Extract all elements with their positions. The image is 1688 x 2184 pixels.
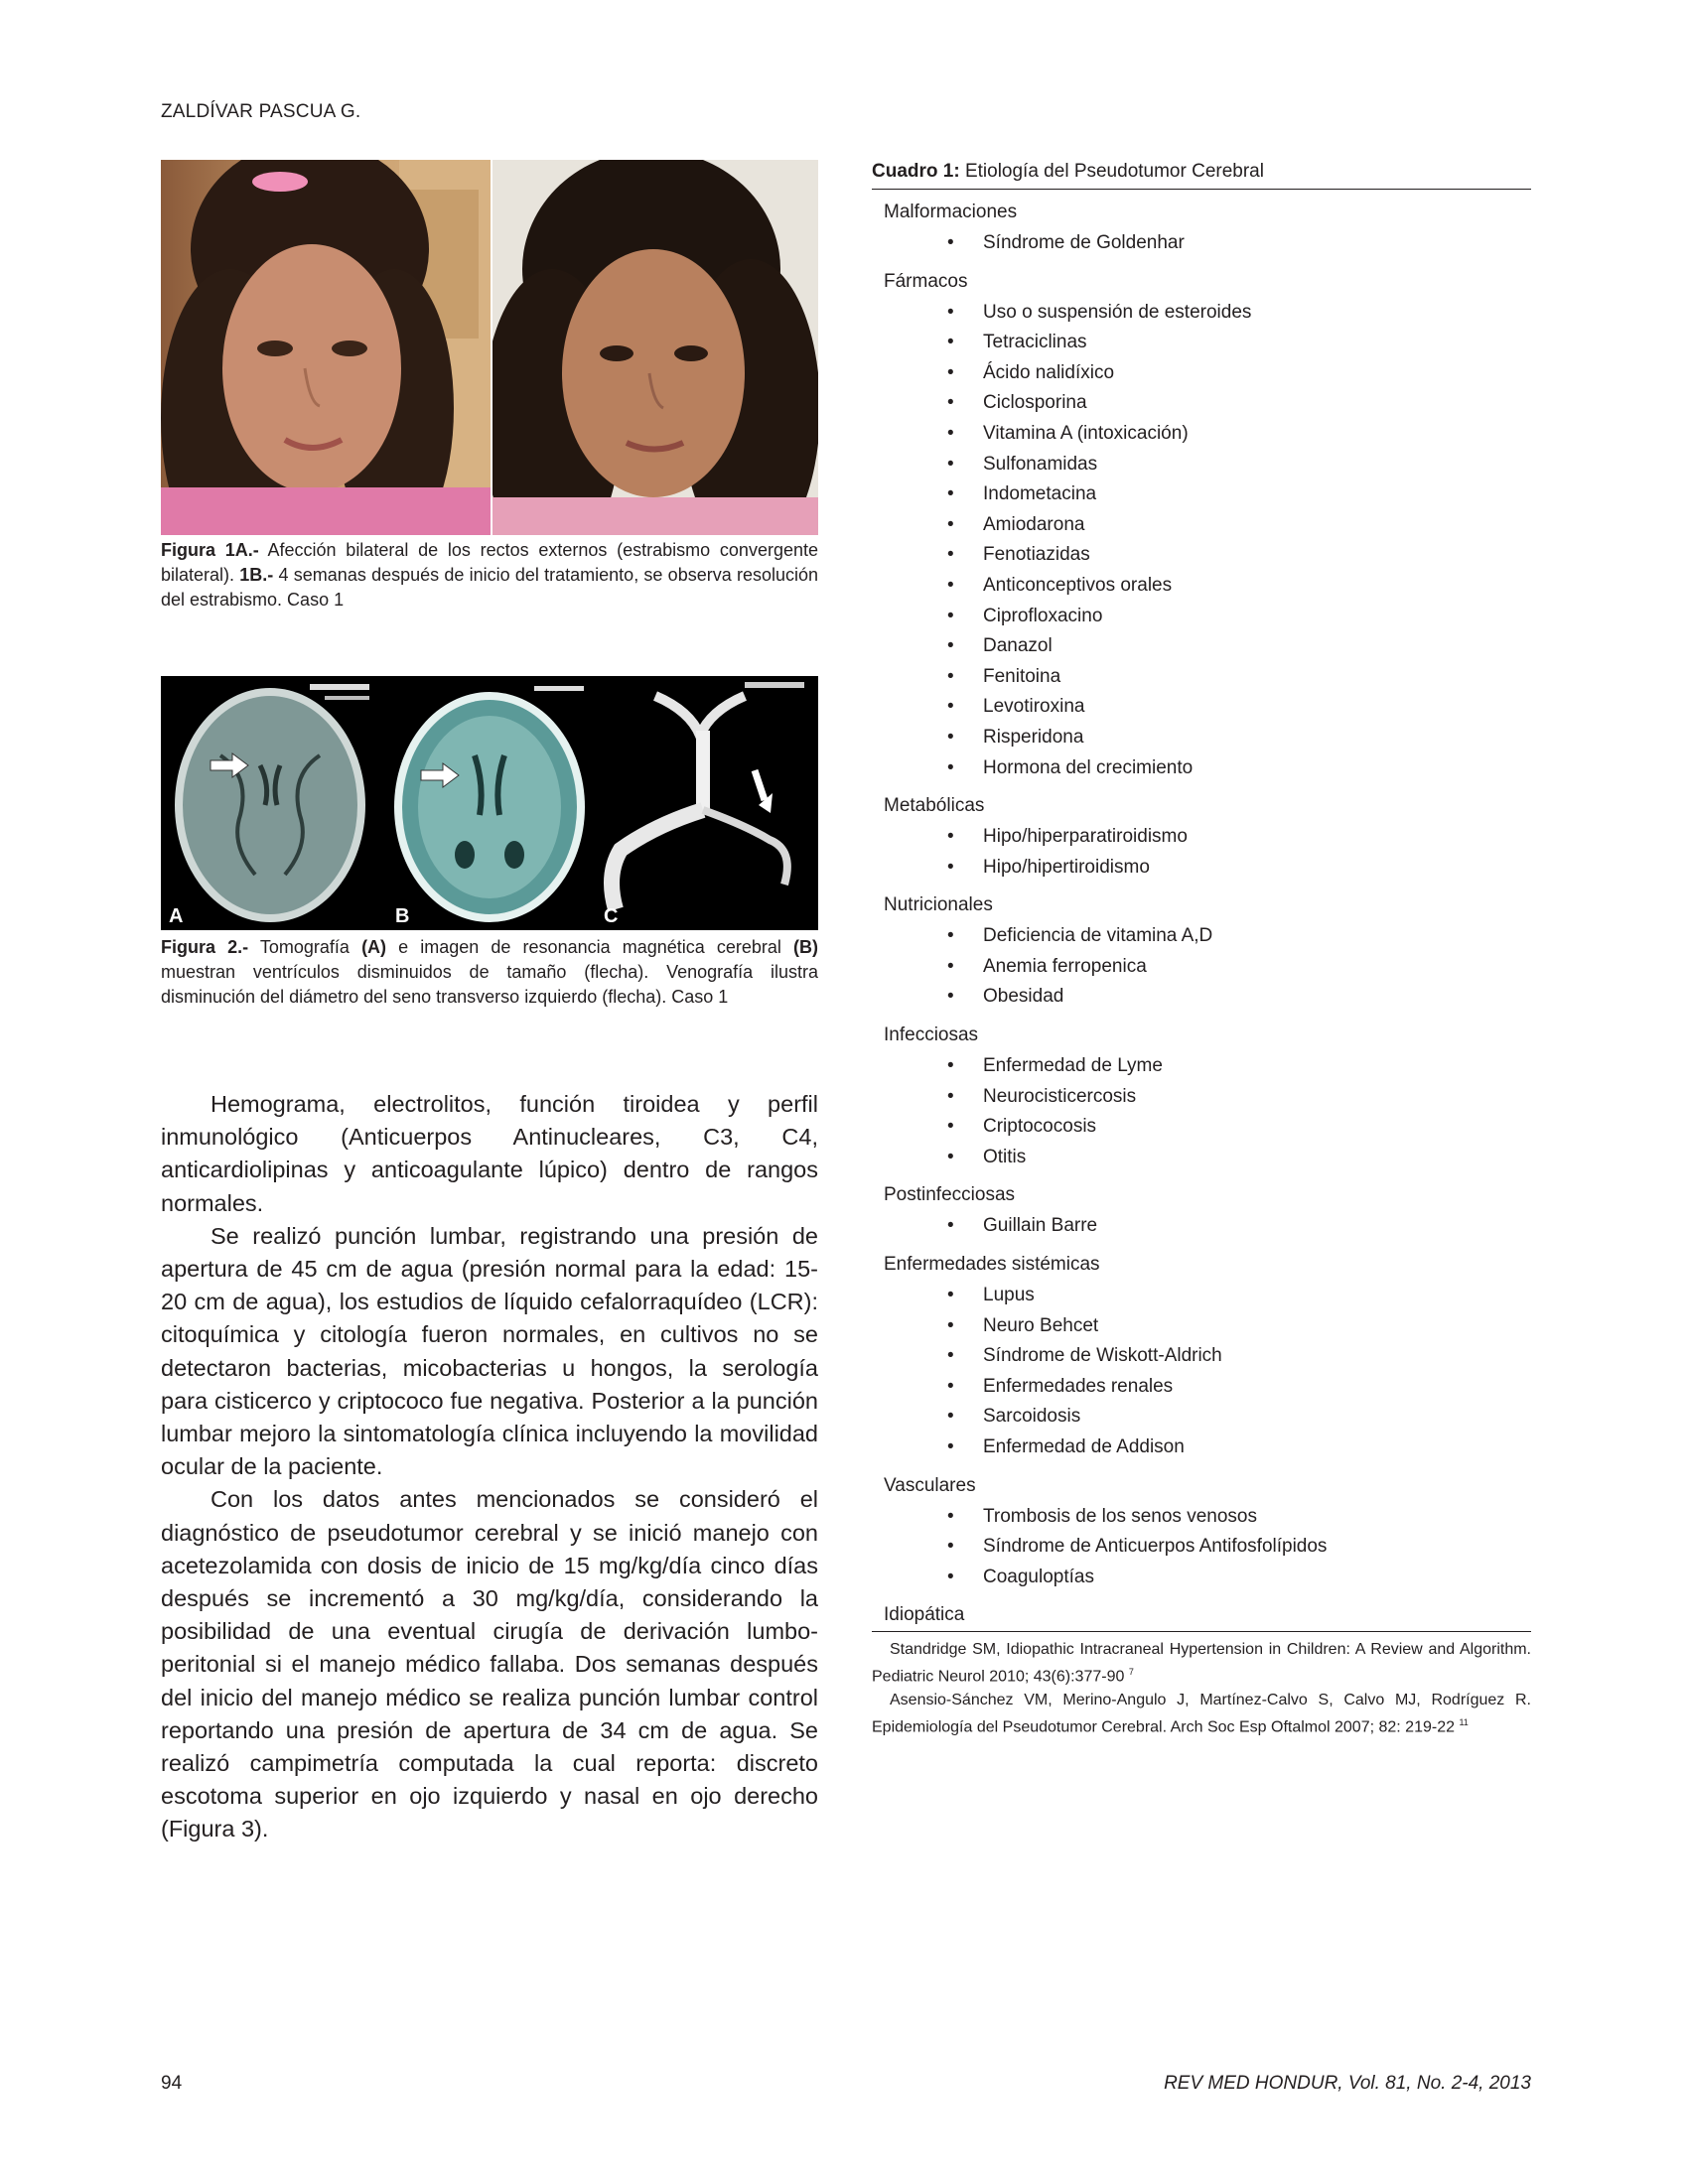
figure-1 xyxy=(161,160,818,535)
bullet-icon: • xyxy=(947,332,954,353)
bullet-icon: • xyxy=(947,1536,954,1558)
bullet-icon: • xyxy=(947,1436,954,1457)
figure-2 xyxy=(161,676,818,930)
figure-2-caption xyxy=(161,935,818,1010)
table-item xyxy=(872,571,1531,602)
table-item-text: Enfermedad de Lyme xyxy=(983,1055,1163,1077)
bullet-icon: • xyxy=(947,232,954,253)
table-item-text: Hipo/hiperparatiroidismo xyxy=(983,826,1188,848)
table-item-text: Ciprofloxacino xyxy=(983,605,1103,626)
table-category-items xyxy=(872,228,1531,259)
figure-2-label: Figura 2.- xyxy=(161,937,249,957)
table-item xyxy=(872,1433,1531,1463)
table-item-text: Ciclosporina xyxy=(983,392,1087,414)
panel-letter-b: B xyxy=(395,905,410,927)
bullet-icon: • xyxy=(947,635,954,657)
bullet-icon: • xyxy=(947,1215,954,1237)
table-item-text: Sulfonamidas xyxy=(983,453,1098,475)
figure-2-text-2: e imagen de resonancia magnética cerebral xyxy=(386,937,793,957)
table-item-text: Danazol xyxy=(983,635,1053,657)
body-paragraph: Se realizó punción lumbar, registrando una presión de apertura de 45 cm de agua (presión normal para la edad: 15-20 cm de agua), los estudios de líquido cefalorraquídeo (LCR): citoquímica y citología fueron normales, en cultivos no se detectaron bacterias, micobacterias u hongos, la serología para cisticerco y criptococo fue negativa. Posterior a la punción lumbar mejoro la sintomatología clínica incluyendo la movilidad ocular de la paciente. xyxy=(161,1222,818,1480)
page-number: 94 xyxy=(161,2073,183,2094)
table-item-text: Guillain Barre xyxy=(983,1215,1098,1237)
table-category: Idiopática xyxy=(884,1604,965,1626)
table-item xyxy=(872,662,1531,693)
table-item-text: Uso o suspensión de esteroides xyxy=(983,301,1252,323)
bullet-icon: • xyxy=(947,605,954,626)
bullet-icon: • xyxy=(947,422,954,444)
table-item xyxy=(872,1311,1531,1342)
table-item xyxy=(872,952,1531,983)
figure-2-ref-a: (A) xyxy=(361,937,387,957)
table-item-text: Hipo/hipertiroidismo xyxy=(983,856,1150,878)
reference-entry xyxy=(872,1638,1531,1688)
panel-letter-c: C xyxy=(604,905,619,927)
table-item-text: Trombosis de los senos venosos xyxy=(983,1505,1257,1527)
reference-text: Standridge SM, Idiopathic Intracraneal Hypertension in Children: A Review and Algorithm. Pediatric Neurol 2010; 43(6):377-90 xyxy=(872,1641,1531,1686)
bullet-icon: • xyxy=(947,1055,954,1077)
table-item-text: Anemia ferropenica xyxy=(983,955,1147,977)
ct-scan-panel xyxy=(161,676,383,930)
figure-1a-label: Figura 1A.- xyxy=(161,540,259,560)
table-item xyxy=(872,479,1531,510)
table-category-items xyxy=(872,298,1531,784)
bullet-icon: • xyxy=(947,1505,954,1527)
bullet-icon: • xyxy=(947,574,954,596)
table-item xyxy=(872,1051,1531,1082)
table-item xyxy=(872,822,1531,853)
figure-1b-photo xyxy=(492,160,818,535)
table-category-items xyxy=(872,1281,1531,1463)
bullet-icon: • xyxy=(947,826,954,848)
table-references xyxy=(872,1638,1531,1738)
figure-2-ref-b: (B) xyxy=(793,937,818,957)
table-item xyxy=(872,1112,1531,1143)
table-item-text: Indometacina xyxy=(983,483,1097,505)
body-paragraph: Con los datos antes mencionados se consideró el diagnóstico de pseudotumor cerebral y se inició manejo con acetezolamida con dosis de inicio de 15 mg/kg/día cinco días después se incrementó a 30 mg/kg/día, considerando la posibilidad de una eventual cirugía de derivación lumbo-peritonial si el manejo médico fallaba. Dos semanas después del inicio del manejo médico se realiza punción lumbar control reportando una presión de apertura de 34 cm de agua. Se realizó campimetría computada la cual reporta: discreto escotoma superior en ojo izquierdo y nasal en ojo derecho (Figura 3). xyxy=(161,1486,818,1843)
bullet-icon: • xyxy=(947,756,954,778)
figure-1b-text: 4 semanas después de inicio del tratamiento, se observa resolución del estrabismo. Caso 1 xyxy=(161,565,819,610)
body-paragraph: Hemograma, electrolitos, función tiroidea y perfil inmunológico (Anticuerpos Antinucleares, C3, C4, anticardiolipinas y anticoagulante lúpico) dentro de rangos normales. xyxy=(161,1091,818,1216)
bullet-icon: • xyxy=(947,726,954,748)
mri-panel xyxy=(385,676,594,930)
table-item-text: Vitamina A (intoxicación) xyxy=(983,422,1189,444)
bullet-icon: • xyxy=(947,856,954,878)
table-item xyxy=(872,358,1531,389)
bullet-icon: • xyxy=(947,1146,954,1167)
table-bottom-rule xyxy=(872,1631,1531,1632)
table-category: Infecciosas xyxy=(884,1024,979,1046)
table-category: Malformaciones xyxy=(884,202,1018,222)
table-title xyxy=(872,159,1531,190)
table-item-text: Otitis xyxy=(983,1146,1027,1167)
bullet-icon: • xyxy=(947,1085,954,1107)
table-item xyxy=(872,1372,1531,1403)
table-item xyxy=(872,228,1531,259)
bullet-icon: • xyxy=(947,1116,954,1138)
table-item xyxy=(872,1402,1531,1433)
table-category-items xyxy=(872,1211,1531,1242)
table-item-text: Enfermedades renales xyxy=(983,1375,1174,1397)
table-item-text: Coaguloptías xyxy=(983,1566,1094,1587)
table-item-text: Amiodarona xyxy=(983,513,1085,535)
table-category: Enfermedades sistémicas xyxy=(884,1254,1100,1276)
table-category: Vasculares xyxy=(884,1474,976,1496)
table-category-items xyxy=(872,1502,1531,1593)
table-item-text: Lupus xyxy=(983,1285,1035,1306)
table-item xyxy=(872,419,1531,450)
table-item-text: Levotiroxina xyxy=(983,696,1085,718)
table-category-items xyxy=(872,921,1531,1013)
table-title-label: Cuadro 1: xyxy=(872,161,960,182)
table-item-text: Fenitoina xyxy=(983,665,1061,687)
table-item xyxy=(872,723,1531,753)
table-item xyxy=(872,1211,1531,1242)
table-title-text: Etiología del Pseudotumor Cerebral xyxy=(959,161,1264,182)
table-cuadro-1 xyxy=(872,159,1531,1738)
bullet-icon: • xyxy=(947,1314,954,1336)
reference-superscript: 11 xyxy=(1459,1716,1469,1727)
panel-letter-a: A xyxy=(169,905,184,927)
table-item xyxy=(872,921,1531,952)
table-item xyxy=(872,328,1531,358)
reference-text: Asensio-Sánchez VM, Merino-Angulo J, Martínez-Calvo S, Calvo MJ, Rodríguez R. Epidemiología del Pseudotumor Cerebral. Arch Soc Esp Oftalmol 2007; 82: 219-22 xyxy=(872,1691,1531,1736)
table-item xyxy=(872,298,1531,329)
table-item xyxy=(872,540,1531,571)
table-item-text: Síndrome de Goldenhar xyxy=(983,232,1185,253)
bullet-icon: • xyxy=(947,483,954,505)
table-item-text: Obesidad xyxy=(983,986,1064,1008)
table-item-text: Risperidona xyxy=(983,726,1084,748)
bullet-icon: • xyxy=(947,1566,954,1587)
table-category-items xyxy=(872,1051,1531,1172)
bullet-icon: • xyxy=(947,986,954,1008)
table-item-text: Tetraciclinas xyxy=(983,332,1087,353)
bullet-icon: • xyxy=(947,301,954,323)
venography-panel xyxy=(596,676,818,930)
bullet-icon: • xyxy=(947,453,954,475)
figure-1a-photo xyxy=(161,160,491,535)
table-item-text: Ácido nalidíxico xyxy=(983,361,1115,383)
reference-superscript: 7 xyxy=(1128,1667,1134,1678)
table-item-text: Hormona del crecimiento xyxy=(983,756,1194,778)
bullet-icon: • xyxy=(947,1285,954,1306)
table-item xyxy=(872,602,1531,632)
bullet-icon: • xyxy=(947,665,954,687)
bullet-icon: • xyxy=(947,925,954,947)
figure-1-caption xyxy=(161,538,818,613)
reference-entry xyxy=(872,1689,1531,1738)
bullet-icon: • xyxy=(947,392,954,414)
table-item-text: Síndrome de Anticuerpos Antifosfolípidos xyxy=(983,1536,1328,1558)
table-item xyxy=(872,1143,1531,1173)
table-item-text: Criptococosis xyxy=(983,1116,1097,1138)
table-item xyxy=(872,982,1531,1013)
bullet-icon: • xyxy=(947,1345,954,1367)
table-category: Metabólicas xyxy=(884,795,985,817)
table-category: Fármacos xyxy=(884,270,968,292)
journal-citation: REV MED HONDUR, Vol. 81, No. 2-4, 2013 xyxy=(1164,2073,1531,2094)
running-header: ZALDÍVAR PASCUA G. xyxy=(161,101,361,122)
table-item xyxy=(872,853,1531,884)
table-item xyxy=(872,450,1531,480)
body-text xyxy=(161,1088,818,1846)
table-item xyxy=(872,510,1531,541)
bullet-icon: • xyxy=(947,513,954,535)
bullet-icon: • xyxy=(947,1406,954,1428)
table-item xyxy=(872,1563,1531,1593)
table-category-items xyxy=(872,822,1531,883)
table-item xyxy=(872,388,1531,419)
table-item xyxy=(872,1532,1531,1563)
table-item-text: Fenotiazidas xyxy=(983,544,1090,566)
table-item-text: Deficiencia de vitamina A,D xyxy=(983,925,1213,947)
table-category: Postinfecciosas xyxy=(884,1184,1016,1206)
table-item xyxy=(872,1082,1531,1113)
table-item-text: Enfermedad de Addison xyxy=(983,1436,1185,1457)
bullet-icon: • xyxy=(947,696,954,718)
table-item xyxy=(872,1502,1531,1533)
table-item-text: Neurocisticercosis xyxy=(983,1085,1137,1107)
figure-2-text-1: Tomografía xyxy=(248,937,362,957)
table-item xyxy=(872,753,1531,784)
table-item-text: Neuro Behcet xyxy=(983,1314,1099,1336)
figure-2-text-3: muestran ventrículos disminuidos de tamaño (flecha). Venografía ilustra disminución del diámetro del seno transverso izquierdo (flecha). Caso 1 xyxy=(161,962,818,1007)
table-item xyxy=(872,1341,1531,1372)
figure-1b-label: 1B.- xyxy=(239,565,274,585)
table-item xyxy=(872,1281,1531,1311)
bullet-icon: • xyxy=(947,544,954,566)
figure-1a-text: Afección bilateral de los rectos externos (estrabismo convergente bilateral). xyxy=(161,540,818,585)
bullet-icon: • xyxy=(947,361,954,383)
table-body xyxy=(872,200,1531,1627)
bullet-icon: • xyxy=(947,1375,954,1397)
table-item-text: Anticonceptivos orales xyxy=(983,574,1173,596)
table-category: Nutricionales xyxy=(884,894,993,916)
table-item xyxy=(872,692,1531,723)
bullet-icon: • xyxy=(947,955,954,977)
table-item-text: Sarcoidosis xyxy=(983,1406,1081,1428)
table-item-text: Síndrome de Wiskott-Aldrich xyxy=(983,1345,1222,1367)
table-item xyxy=(872,631,1531,662)
